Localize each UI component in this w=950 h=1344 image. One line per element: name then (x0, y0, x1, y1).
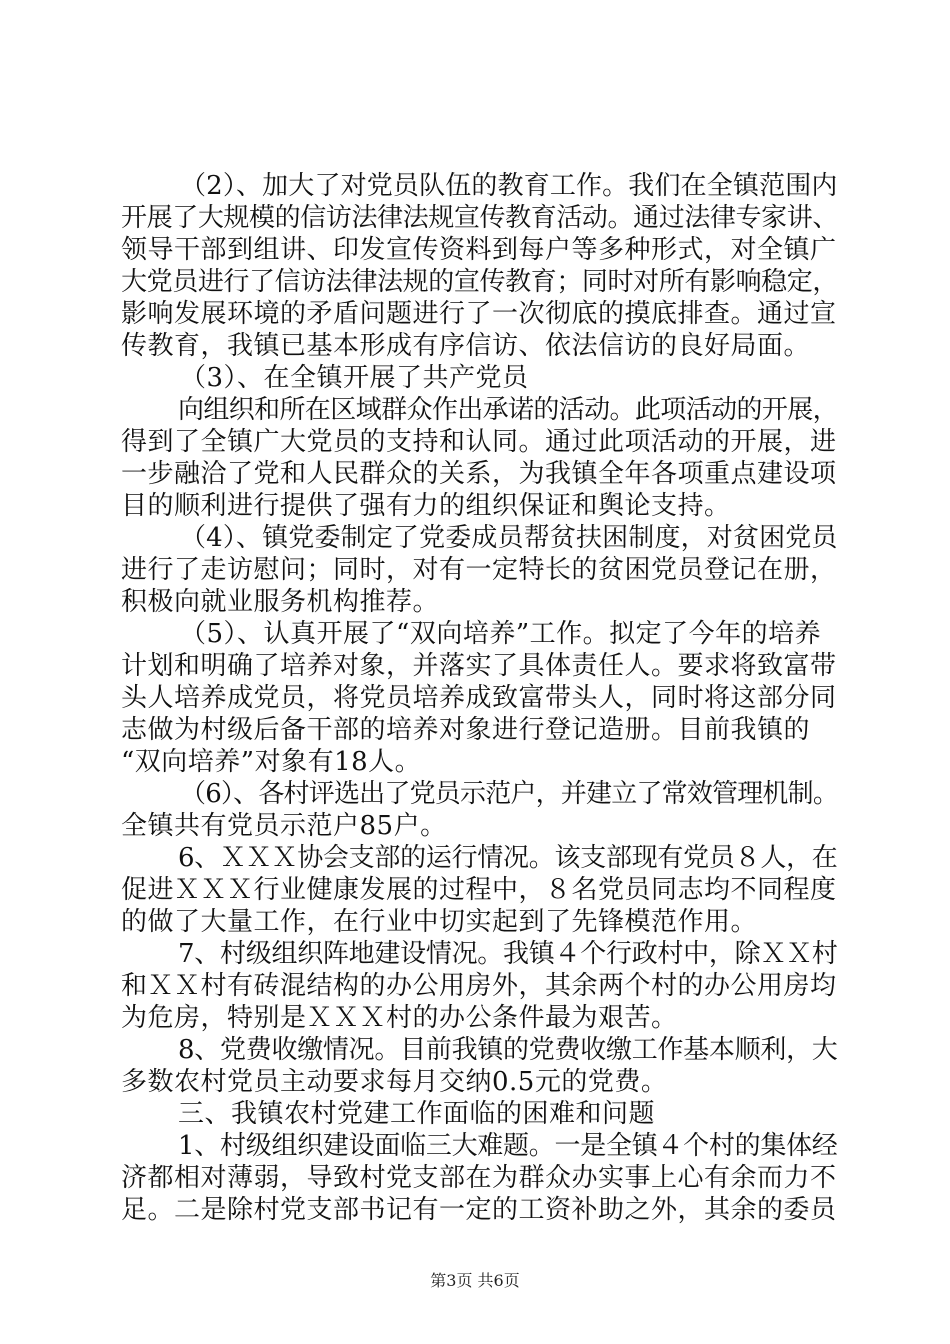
text-line: 传教育，我镇已基本形成有序信访、依法信访的良好局面。 (121, 331, 811, 361)
page-number: 第3页 共6页 (430, 1271, 520, 1290)
text-line: 积极向就业服务机构推荐。 (121, 587, 440, 617)
text-line: 1、村级组织建设面临三大难题。一是全镇４个村的集体经 (178, 1131, 838, 1161)
text-line: 进行了走访慰问；同时，对有一定特长的贫困党员登记在册， (121, 555, 837, 585)
text-line: 得到了全镇广大党员的支持和认同。通过此项活动的开展，进 (121, 427, 837, 457)
text-line: 开展了大规模的信访法律法规宣传教育活动。通过法律专家讲、 (121, 203, 839, 233)
text-line: 促进ＸＸＸ行业健康发展的过程中，８名党员同志均不同程度 (121, 875, 837, 905)
text-line: 足。二是除村党支部书记有一定的工资补助之外，其余的委员 (121, 1195, 837, 1225)
text-line: （5）、认真开展了“双向培养”工作。拟定了今年的培养 (180, 619, 822, 649)
text-line: 影响发展环境的矛盾问题进行了一次彻底的摸底排查。通过宣 (121, 299, 837, 329)
text-line: 志做为村级后备干部的培养对象进行登记造册。目前我镇的 (121, 715, 811, 745)
text-line: 的做了大量工作，在行业中切实起到了先锋模范作用。 (121, 907, 758, 937)
text-line: 三、我镇农村党建工作面临的困难和问题 (178, 1099, 656, 1129)
text-line: “双向培养”对象有18人。 (121, 747, 422, 777)
text-line: 领导干部到组讲、印发宣传资料到每户等多种形式，对全镇广 (121, 235, 837, 265)
text-line: 大党员进行了信访法律法规的宣传教育；同时对所有影响稳定， (121, 267, 839, 297)
text-line: 头人培养成党员，将党员培养成致富带头人，同时将这部分同 (121, 683, 837, 713)
text-line: 多数农村党员主动要求每月交纳0.5元的党费。 (121, 1067, 668, 1097)
text-line: （6）、各村评选出了党员示范户，并建立了常效管理机制。 (180, 779, 839, 809)
text-line: 向组织和所在区域群众作出承诺的活动。此项活动的开展， (178, 395, 839, 425)
text-line: 目的顺利进行提供了强有力的组织保证和舆论支持。 (121, 491, 731, 521)
text-line: （2）、加大了对党员队伍的教育工作。我们在全镇范围内 (180, 171, 838, 201)
text-line: 济都相对薄弱，导致村党支部在为群众办实事上心有余而力不 (121, 1163, 837, 1193)
text-line: 计划和明确了培养对象，并落实了具体责任人。要求将致富带 (121, 651, 837, 681)
text-line: （4）、镇党委制定了党委成员帮贫扶困制度，对贫困党员 (180, 523, 838, 553)
text-line: 6、ＸＸＸ协会支部的运行情况。该支部现有党员８人，在 (178, 843, 838, 873)
text-line: 全镇共有党员示范户85户。 (121, 811, 447, 841)
text-line: 8、党费收缴情况。目前我镇的党费收缴工作基本顺利，大 (178, 1035, 838, 1065)
text-line: 为危房，特别是ＸＸＸ村的办公条件最为艰苦。 (121, 1003, 678, 1033)
text-line: 和ＸＸ村有砖混结构的办公用房外，其余两个村的办公用房均 (121, 971, 837, 1001)
text-line: （3）、在全镇开展了共产党员 (180, 363, 529, 393)
text-line: 一步融洽了党和人民群众的关系，为我镇全年各项重点建设项 (121, 459, 837, 489)
text-line: 7、村级组织阵地建设情况。我镇４个行政村中，除ＸＸ村 (178, 939, 838, 969)
